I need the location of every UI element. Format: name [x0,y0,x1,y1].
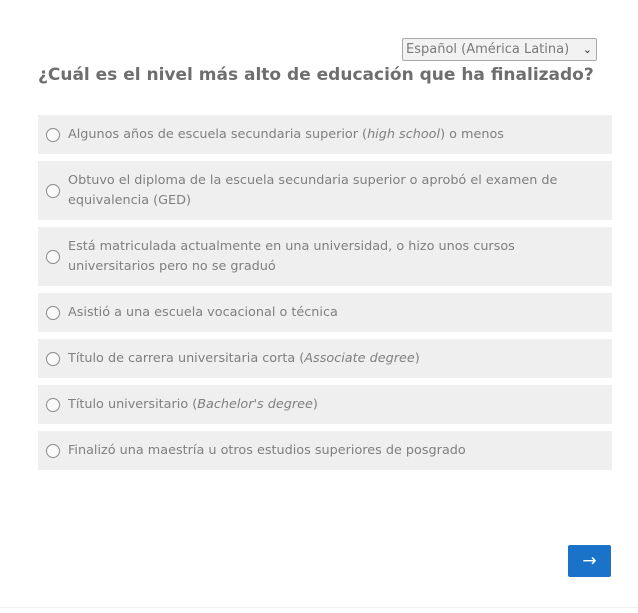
next-button[interactable] [568,545,611,577]
radio-button[interactable] [46,352,60,366]
question-title: ¿Cuál es el nivel más alto de educación que ha finalizado? [38,65,594,85]
option-label: Algunos años de escuela secundaria superior (high school) o menos [68,126,504,142]
radio-button[interactable] [46,306,60,320]
answer-options [38,115,612,477]
divider [0,607,638,608]
language-select[interactable] [402,38,597,61]
option-high-school-diploma[interactable] [38,161,612,220]
option-label: Está matriculada actualmente en una universidad, o hizo unos cursos universitarios pero no se graduó [68,238,515,274]
option-label: Título universitario (Bachelor's degree) [68,396,318,412]
arrow-right-icon: → [582,551,597,571]
chevron-down-icon: ⌄ [582,43,592,56]
option-some-high-school[interactable] [38,115,612,154]
option-label: Título de carrera universitaria corta (Associate degree) [68,350,420,366]
option-associate-degree[interactable] [38,339,612,378]
radio-button[interactable] [46,128,60,142]
radio-button[interactable] [46,444,60,458]
option-label: Obtuvo el diploma de la escuela secundaria superior o aprobó el examen de equivalencia (GED) [68,172,558,208]
option-label: Asistió a una escuela vocacional o técnica [68,304,338,320]
option-graduate-degree[interactable] [38,431,612,470]
option-label: Finalizó una maestría u otros estudios superiores de posgrado [68,442,466,458]
option-vocational-school[interactable] [38,293,612,332]
radio-button[interactable] [46,250,60,264]
option-bachelors-degree[interactable] [38,385,612,424]
option-some-college[interactable] [38,227,612,286]
language-select-value: Español (América Latina) [406,42,570,57]
radio-button[interactable] [46,398,60,412]
radio-button[interactable] [46,184,60,198]
